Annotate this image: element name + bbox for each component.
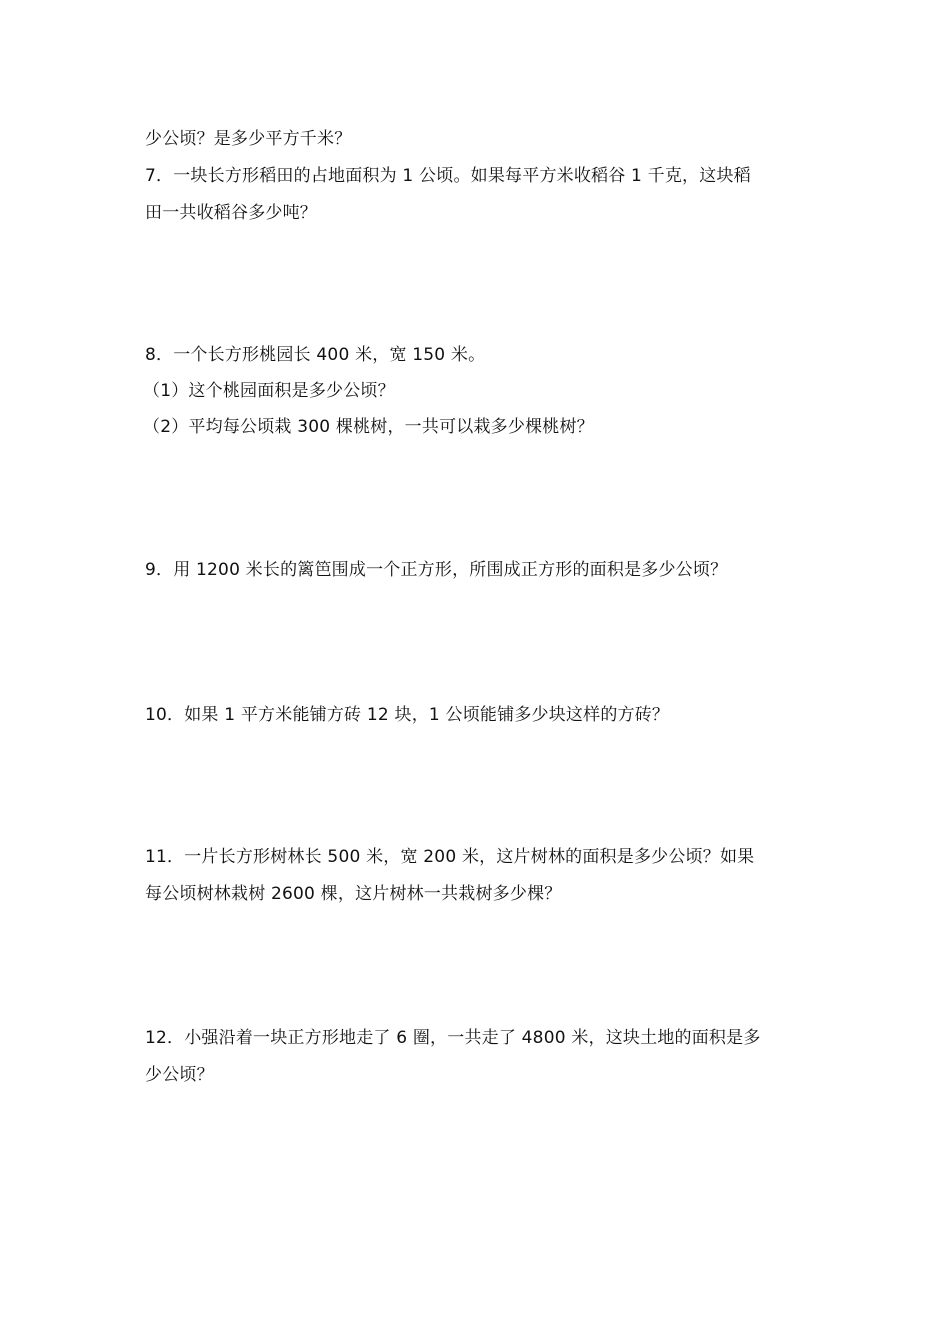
question-7-line-1: 7．一块长方形稻田的占地面积为 1 公顷。如果每平方米收稻谷 1 千克，这块稻 [145,166,751,186]
question-9: 9．用 1200 米长的篱笆围成一个正方形，所围成正方形的面积是多少公顷？ [145,560,728,580]
question-11-line-1: 11．一片长方形树林长 500 米，宽 200 米，这片树林的面积是多少公顷？如果 [145,847,755,867]
question-11-line-2: 每公顷树林栽树 2600 棵，这片树林一共栽树多少棵？ [145,884,562,904]
question-7-line-2: 田一共收稻谷多少吨？ [145,203,317,223]
question-8-line-1: 8．一个长方形桃园长 400 米，宽 150 米。 [145,345,486,365]
question-8-part-1: （1）这个桃园面积是多少公顷？ [143,381,395,401]
question-12-line-2: 少公顷？ [145,1065,214,1085]
question-8-part-2: （2）平均每公顷栽 300 棵桃树，一共可以栽多少棵桃树？ [143,417,594,437]
question-10: 10．如果 1 平方米能铺方砖 12 块，1 公顷能铺多少块这样的方砖？ [145,705,670,725]
question-12-line-1: 12．小强沿着一块正方形地走了 6 圈，一共走了 4800 米，这块土地的面积是多 [145,1028,761,1048]
question-6-continuation: 少公顷？是多少平方千米？ [145,129,352,149]
